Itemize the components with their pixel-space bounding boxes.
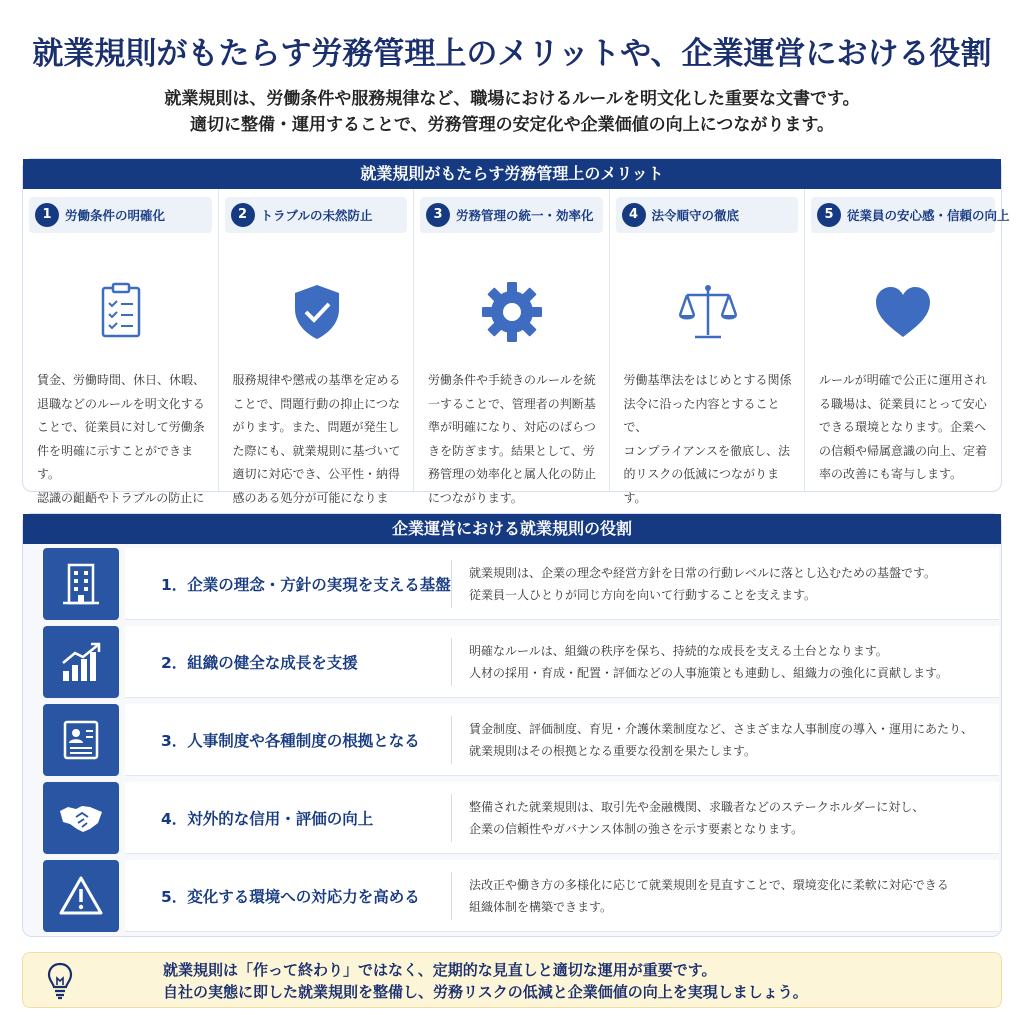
text-line: 労働条件や手続きのルールを統	[428, 373, 596, 387]
text-line: る職場は、従業員にとって安心	[819, 396, 987, 411]
text-line: 法令に沿った内容とすることで、	[623, 396, 780, 434]
merit-card-3	[414, 189, 610, 505]
text-line: 賃金、労働時間、休日、休暇、	[37, 373, 206, 387]
text-line: 従業員一人ひとりが同じ方向を向いて行動することを支えます。	[469, 588, 817, 602]
intro-line: 適切に整備・運用することで、労務管理の安定化や企業価値の向上につながります。	[190, 115, 834, 135]
merits-row	[23, 189, 1010, 505]
role-description	[469, 624, 995, 700]
role-description	[469, 546, 995, 622]
building-icon	[43, 548, 119, 620]
text-line: 明確なルールは、組織の秩序を保ち、持続的な成長を支える土台となります。	[469, 644, 888, 658]
merit-description	[428, 369, 600, 510]
text-line: 組織体制を構築できます。	[469, 900, 613, 914]
merit-label: 法令順守の徹底	[651, 208, 740, 223]
intro-text	[0, 86, 1024, 138]
role-description	[469, 858, 995, 934]
shield-check-icon	[219, 279, 415, 349]
text-line: につながります。	[428, 490, 523, 505]
merit-number: 2	[231, 203, 255, 227]
roles-section	[22, 513, 1002, 937]
text-line: 人材の採用・育成・配置・評価などの人事施策とも連動し、組織力の強化に貢献します。	[469, 666, 949, 680]
id-document-icon	[43, 704, 119, 776]
heart-icon	[805, 279, 1001, 349]
text-line: 一することで、管理者の判断基	[428, 396, 596, 411]
text-line: ことで、問題行動の抑止につな	[232, 396, 401, 411]
scales-icon	[610, 279, 806, 349]
merit-header	[225, 197, 408, 233]
text-line: 整備された就業規則は、取引先や金融機関、求職者などのステークホルダーに対し、	[469, 800, 925, 814]
merit-card-5	[805, 189, 1010, 491]
merit-label: 労務管理の統一・効率化	[456, 208, 594, 223]
merit-card-4	[610, 189, 806, 505]
text-line: 労働基準法をはじめとする関係	[623, 373, 792, 387]
role-title: 2．組織の健全な成長を支援	[161, 654, 358, 672]
merits-section	[22, 158, 1010, 505]
merit-number: 1	[35, 203, 59, 227]
text-line: 法改正や働き方の多様化に応じて就業規則を見直すことで、環境変化に柔軟に対応できる	[469, 878, 949, 892]
roles-heading: 企業運営における就業規則の役割	[23, 514, 1001, 544]
merit-number: 3	[426, 203, 450, 227]
text-line: 的リスクの低減につながります。	[623, 467, 780, 505]
merit-header	[29, 197, 212, 233]
text-line: 務管理の効率化と属人化の防止	[428, 467, 597, 481]
text-line: コンプライアンスを徹底し、法	[623, 443, 790, 458]
text-line: 適切に対応でき、公平性・納得	[232, 467, 401, 481]
text-line: がります。また、問題が発生し	[232, 420, 400, 434]
role-row-3	[23, 702, 1003, 774]
role-description	[469, 702, 995, 778]
merit-label: 労働条件の明確化	[65, 208, 166, 223]
text-line: ことで、従業員に対して労働条	[37, 420, 205, 434]
text-line: た際にも、就業規則に基づいて	[232, 443, 401, 458]
role-row-5	[23, 858, 1003, 930]
role-row-2	[23, 624, 1003, 696]
merit-header	[811, 197, 1010, 233]
role-title: 3．人事制度や各種制度の根拠となる	[161, 732, 420, 750]
text-line: できる環境となります。企業へ	[819, 420, 987, 434]
page-title: 就業規則がもたらす労務管理上のメリットや、企業運営における役割	[32, 36, 992, 72]
text-line: 準が明確になり、対応のばらつ	[428, 420, 596, 434]
text-line: 感のある処分が可能になりま	[232, 490, 389, 505]
merit-number: 5	[817, 203, 841, 227]
text-line: 服務規律や懲戒の基準を定める	[232, 373, 401, 387]
clipboard-checklist-icon	[23, 279, 219, 349]
tip-box	[22, 952, 1002, 1008]
role-title: 5．変化する環境への対応力を高める	[161, 888, 420, 906]
text-line: 退職などのルールを明文化する	[37, 396, 205, 411]
merit-card-1	[23, 189, 219, 505]
text-line: 就業規則は「作って終わり」ではなく、定期的な見直しと適切な運用が重要です。	[163, 961, 717, 979]
role-row-1	[23, 546, 1003, 618]
text-line: 就業規則は、企業の理念や経営方針を日常の行動レベルに落とし込むための基盤です。	[469, 566, 937, 580]
merit-number: 4	[622, 203, 646, 227]
role-row-4	[23, 780, 1003, 852]
merit-label: 従業員の安心感・信頼の向上	[847, 208, 1010, 223]
merit-header	[616, 197, 799, 233]
text-line: 率の改善にも寄与します。	[819, 467, 963, 481]
warning-icon	[43, 860, 119, 932]
lightbulb-icon	[45, 961, 75, 1001]
merits-heading: 就業規則がもたらす労務管理上のメリット	[23, 159, 1001, 189]
handshake-icon	[43, 782, 119, 854]
text-line: の信頼や帰属意識の向上、定着	[819, 443, 988, 458]
merit-label: トラブルの未然防止	[260, 208, 373, 223]
text-line: 認識の齟齬やトラブルの防止に	[37, 490, 205, 505]
text-line: 賃金制度、評価制度、育児・介護休業制度など、さまざまな人事制度の導入・運用にあたり、	[469, 722, 974, 736]
text-line: 件を明確に示すことができます。	[37, 443, 194, 481]
merit-header	[420, 197, 603, 233]
role-title: 4．対外的な信用・評価の向上	[161, 810, 374, 828]
merit-description	[37, 369, 209, 534]
text-line: きを防ぎます。結果として、労	[428, 443, 595, 458]
role-description	[469, 780, 995, 856]
role-title: 1．企業の理念・方針の実現を支える基盤	[161, 576, 451, 594]
intro-line: 就業規則は、労働条件や服務規律など、職場におけるルールを明文化した重要な文書です。	[164, 89, 860, 109]
gear-icon	[414, 279, 610, 349]
text-line: 自社の実態に即した就業規則を整備し、労務リスクの低減と企業価値の向上を実現しましょう。	[163, 983, 808, 1001]
text-line: 企業の信頼性やガバナンス体制の強さを示す要素となります。	[469, 822, 804, 836]
growth-chart-icon	[43, 626, 119, 698]
tip-text	[163, 959, 808, 1003]
text-line: ルールが明確で公正に運用され	[819, 373, 987, 387]
merit-description	[819, 369, 991, 487]
merit-description	[233, 369, 405, 534]
merit-card-2	[219, 189, 415, 505]
text-line: 就業規則はその根拠となる重要な役割を果たします。	[469, 744, 757, 758]
